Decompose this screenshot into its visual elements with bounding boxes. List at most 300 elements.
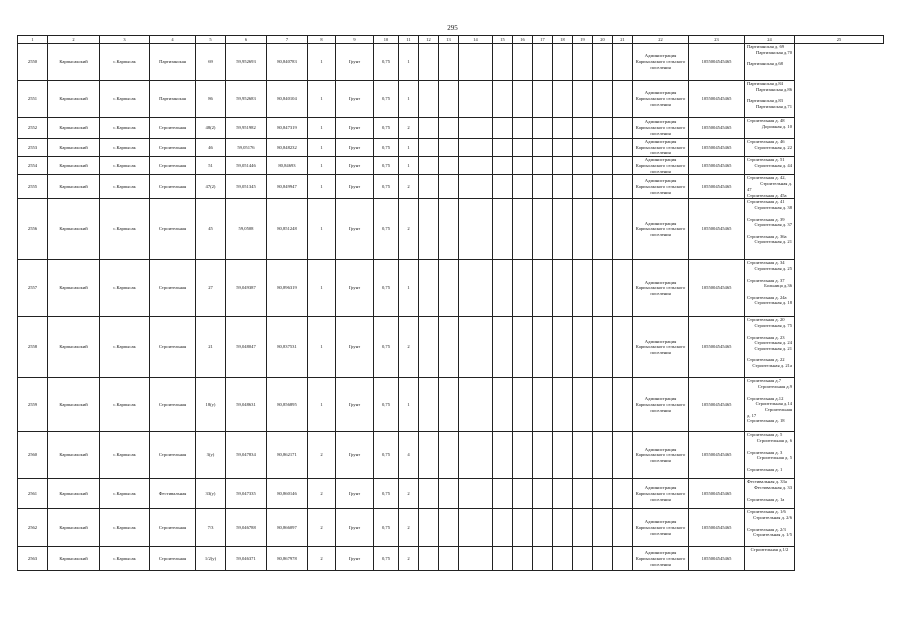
empty-cell [533,509,553,547]
empty-cell [533,118,553,139]
latitude-cell: 59,952683 [226,81,267,118]
empty-cell [573,547,593,571]
surface-cell: Грунт [336,317,374,378]
empty-cell [533,547,553,571]
address-line: Строительная д. 22 [747,357,785,363]
empty-cell [613,199,633,260]
addresses-cell [745,139,795,157]
row-number: 2563 [18,547,48,571]
administration-cell: Администрация Карпысакского сельского поселения [633,317,689,378]
row-number: 2553 [18,139,48,157]
empty-cell [459,509,493,547]
address-line: Строительная д.14 [755,401,792,407]
inn-cell: 1055004545465 [689,157,745,175]
table-row [18,199,884,260]
empty-cell [493,157,513,175]
table-row [18,81,884,118]
latitude-cell: 59,047834 [226,432,267,479]
address-line: д. 17 [747,412,757,418]
latitude-cell: 59,051345 [226,175,267,199]
quantity-cell: 2 [399,479,419,509]
column-header: 24 [745,36,795,44]
column-header: 3 [100,36,150,44]
longitude-cell: 80,837531 [267,317,308,378]
empty-cell [459,118,493,139]
count-cell: 1 [308,157,336,175]
address-line: Строительная д. 38 [754,205,792,211]
empty-cell [553,509,573,547]
district-cell: Карпысакский [48,432,100,479]
address-line: Строительная д. 21 [754,239,792,245]
empty-cell [593,432,613,479]
empty-cell [459,44,493,81]
row-number: 2552 [18,118,48,139]
administration-cell: Администрация Карпысакского сельского поселения [633,378,689,432]
inn-cell: 1055004545465 [689,432,745,479]
empty-cell [593,199,613,260]
count-cell: 1 [308,118,336,139]
column-header: 2 [48,36,100,44]
addresses-cell [745,260,795,317]
empty-cell [493,139,513,157]
row-number: 2557 [18,260,48,317]
empty-cell [533,157,553,175]
empty-cell [533,260,553,317]
village-cell: с.Карпысак [100,199,150,260]
administration-cell: Администрация Карпысакского сельского поселения [633,175,689,199]
table-row [18,44,884,81]
administration-cell: Администрация Карпысакского сельского поселения [633,432,689,479]
empty-cell [513,44,533,81]
address-line: Строительная д. 1/6 [747,509,786,515]
empty-cell [439,44,459,81]
column-header: 12 [419,36,439,44]
street-cell: Строительная [150,432,196,479]
empty-cell [613,81,633,118]
addresses-cell [745,118,795,139]
area-cell: 0,75 [374,175,399,199]
empty-cell [459,479,493,509]
empty-cell [459,260,493,317]
address-line: Строительная д. 18 [747,418,785,424]
house-cell: 3(у) [196,432,226,479]
district-cell: Карпысакский [48,118,100,139]
row-number: 2551 [18,81,48,118]
empty-cell [593,378,613,432]
district-cell: Карпысакский [48,260,100,317]
street-cell: Строительная [150,378,196,432]
empty-cell [513,81,533,118]
empty-cell [493,317,513,378]
village-cell: с.Карпысак [100,118,150,139]
latitude-cell: 59,05176 [226,139,267,157]
empty-cell [439,378,459,432]
house-cell: 27 [196,260,226,317]
empty-cell [613,432,633,479]
village-cell: с.Карпысак [100,157,150,175]
quantity-cell: 1 [399,81,419,118]
table-row [18,175,884,199]
empty-cell [613,260,633,317]
longitude-cell: 80,84693 [267,157,308,175]
longitude-cell: 80,862171 [267,432,308,479]
house-cell: 18(у) [196,378,226,432]
address-line: Строительная д. 5 [756,455,792,461]
empty-cell [419,44,439,81]
empty-cell [613,118,633,139]
row-number: 2559 [18,378,48,432]
empty-cell [613,509,633,547]
column-header: 4 [150,36,196,44]
village-cell: с.Карпысак [100,175,150,199]
empty-cell [513,139,533,157]
address-line: Больница д.36 [764,283,792,289]
address-line: Партизанская д.71 [756,103,792,109]
empty-cell [553,432,573,479]
address-line: Строительная д. 22 [754,144,792,150]
row-number: 2558 [18,317,48,378]
street-cell: Строительная [150,509,196,547]
street-cell: Фестивальная [150,479,196,509]
longitude-cell: 80,896319 [267,260,308,317]
empty-cell [439,139,459,157]
inn-cell: 1055004545465 [689,509,745,547]
address-line: Фестивальная д. 33 [754,485,792,491]
row-number: 2554 [18,157,48,175]
address-line: Партизанская д.70 [756,49,792,55]
row-number: 2550 [18,44,48,81]
inn-cell: 1055004545465 [689,199,745,260]
area-cell: 0,75 [374,81,399,118]
column-header: 5 [196,36,226,44]
count-cell: 1 [308,260,336,317]
row-number: 2555 [18,175,48,199]
table-body [18,44,884,571]
empty-cell [419,547,439,571]
inn-cell: 1055004545465 [689,139,745,157]
empty-cell [513,175,533,199]
addresses-cell [745,317,795,378]
surface-cell: Грунт [336,547,374,571]
count-cell: 1 [308,139,336,157]
longitude-cell: 80,867978 [267,547,308,571]
address-line: Строительная д. 24 [754,340,792,346]
column-header: 23 [689,36,745,44]
house-cell: 48(2) [196,118,226,139]
empty-cell [439,175,459,199]
empty-cell [613,175,633,199]
empty-cell [593,139,613,157]
area-cell: 0,75 [374,317,399,378]
house-cell: 21 [196,317,226,378]
address-line: Строительная д. 39 [747,216,785,222]
administration-cell: Администрация Карпысакского сельского поселения [633,44,689,81]
table-row [18,317,884,378]
longitude-cell: 80,860146 [267,479,308,509]
address-line: Строительная д. 37 [754,222,792,228]
district-cell: Карпысакский [48,157,100,175]
empty-cell [439,260,459,317]
empty-cell [553,157,573,175]
house-cell: 86 [196,81,226,118]
area-cell: 0,75 [374,44,399,81]
quantity-cell: 4 [399,432,419,479]
empty-cell [459,432,493,479]
street-cell: Строительная [150,547,196,571]
address-line: Строительная д. 24а [747,294,787,300]
street-cell: Строительная [150,317,196,378]
address-line: Строительная д. [760,181,792,187]
street-cell: Строительная [150,118,196,139]
address-line: Партизанская д.68 [747,61,783,67]
quantity-cell: 2 [399,118,419,139]
empty-cell [553,81,573,118]
row-number: 2556 [18,199,48,260]
empty-cell [593,44,613,81]
empty-cell [493,432,513,479]
empty-cell [419,378,439,432]
column-header: 22 [633,36,689,44]
empty-cell [459,378,493,432]
empty-cell [533,81,553,118]
empty-cell [593,317,613,378]
quantity-cell: 2 [399,317,419,378]
empty-cell [419,317,439,378]
empty-cell [459,175,493,199]
table-row [18,378,884,432]
inn-cell: 1055004545465 [689,479,745,509]
address-line: Строительная д. 41 [747,199,785,205]
surface-cell: Грунт [336,199,374,260]
count-cell: 2 [308,547,336,571]
district-cell: Карпысакский [48,378,100,432]
empty-cell [573,118,593,139]
empty-cell [613,317,633,378]
address-line: Строительная д. 75 [754,323,792,329]
column-header: 11 [399,36,419,44]
area-cell: 0,75 [374,157,399,175]
administration-cell: Администрация Карпысакского сельского поселения [633,157,689,175]
address-line: Строительная д.7 [747,378,782,384]
count-cell: 2 [308,432,336,479]
register-table [17,35,884,571]
address-line: Строительная д. 20 [747,317,785,323]
empty-cell [513,118,533,139]
address-line: Строительная д. 21а [752,363,792,369]
house-cell: 1/2(у) [196,547,226,571]
column-header: 14 [459,36,493,44]
inn-cell: 1055004545465 [689,118,745,139]
empty-cell [593,175,613,199]
latitude-cell: 59,951982 [226,118,267,139]
row-number: 2562 [18,509,48,547]
empty-cell [513,509,533,547]
longitude-cell: 80,847319 [267,118,308,139]
empty-cell [459,157,493,175]
empty-cell [573,199,593,260]
administration-cell: Администрация Карпысакского сельского поселения [633,509,689,547]
district-cell: Карпысакский [48,547,100,571]
empty-cell [533,432,553,479]
empty-cell [573,260,593,317]
address-line: Строительная д. 1 [747,466,783,472]
house-cell: 45 [196,199,226,260]
address-line: Партизанская д.86 [756,86,792,92]
district-cell: Карпысакский [48,175,100,199]
latitude-cell: 59,046371 [226,547,267,571]
row-number: 2561 [18,479,48,509]
empty-cell [493,44,513,81]
empty-cell [419,432,439,479]
empty-cell [513,479,533,509]
empty-cell [439,317,459,378]
area-cell: 0,75 [374,547,399,571]
inn-cell: 1055004545465 [689,81,745,118]
count-cell: 1 [308,44,336,81]
empty-cell [439,199,459,260]
empty-cell [439,81,459,118]
addresses-cell [745,509,795,547]
empty-cell [553,139,573,157]
address-line: Строительная д. 42, [747,175,786,181]
longitude-cell: 80,848232 [267,139,308,157]
address-line: Строительная д. 45а [747,192,787,198]
village-cell: с.Карпысак [100,81,150,118]
empty-cell [493,378,513,432]
addresses-cell [745,547,795,571]
house-cell: 33(у) [196,479,226,509]
empty-cell [513,157,533,175]
longitude-cell: 80,840104 [267,81,308,118]
house-cell: 7/3 [196,509,226,547]
village-cell: с.Карпысак [100,479,150,509]
address-line: Строительная д. 48 [747,118,785,123]
quantity-cell: 1 [399,260,419,317]
empty-cell [533,139,553,157]
empty-cell [419,509,439,547]
quantity-cell: 2 [399,509,419,547]
empty-cell [459,199,493,260]
village-cell: с.Карпысак [100,139,150,157]
header-row [18,36,884,44]
empty-cell [593,547,613,571]
district-cell: Карпысакский [48,44,100,81]
address-line: Строительная д. 36а [747,233,787,239]
area-cell: 0,75 [374,260,399,317]
inn-cell: 1055004545465 [689,44,745,81]
area-cell: 0,75 [374,139,399,157]
surface-cell: Грунт [336,157,374,175]
empty-cell [553,118,573,139]
empty-cell [493,509,513,547]
empty-cell [513,199,533,260]
empty-cell [419,175,439,199]
empty-cell [493,547,513,571]
administration-cell: Администрация Карпысакского сельского поселения [633,547,689,571]
table-row [18,547,884,571]
empty-cell [573,139,593,157]
empty-cell [493,118,513,139]
address-line: Строительная д. 51 [747,157,785,163]
district-cell: Карпысакский [48,509,100,547]
address-line: Строительная д.12 [747,395,784,401]
column-header: 10 [374,36,399,44]
longitude-cell: 80,856895 [267,378,308,432]
latitude-cell: 59,952693 [226,44,267,81]
empty-cell [419,81,439,118]
longitude-cell: 80,851248 [267,199,308,260]
empty-cell [439,157,459,175]
longitude-cell: 80,866097 [267,509,308,547]
addresses-cell [745,44,795,81]
count-cell: 1 [308,175,336,199]
quantity-cell: 1 [399,139,419,157]
empty-cell [533,44,553,81]
street-cell: Партизанская [150,44,196,81]
empty-cell [419,118,439,139]
house-cell: 69 [196,44,226,81]
empty-cell [573,157,593,175]
street-cell: Строительная [150,199,196,260]
surface-cell: Грунт [336,378,374,432]
address-line: Строительная д. 25 [754,266,792,272]
empty-cell [613,44,633,81]
address-line: Строительная д. 2/3 [747,526,786,532]
table-row [18,139,884,157]
area-cell: 0,75 [374,378,399,432]
row-number: 2560 [18,432,48,479]
column-header: 1 [18,36,48,44]
administration-cell: Администрация Карпысакского сельского поселения [633,81,689,118]
address-line: Строительная д. 18 [754,300,792,306]
empty-cell [573,175,593,199]
addresses-cell [745,432,795,479]
empty-cell [553,317,573,378]
latitude-cell: 59,048631 [226,378,267,432]
address-line: Строительная д.9 [757,384,792,390]
longitude-cell: 80,840783 [267,44,308,81]
empty-cell [613,547,633,571]
inn-cell: 1055004545465 [689,547,745,571]
area-cell: 0,75 [374,118,399,139]
column-header: 25 [795,36,884,44]
empty-cell [459,139,493,157]
empty-cell [439,509,459,547]
empty-cell [573,432,593,479]
area-cell: 0,75 [374,199,399,260]
empty-cell [459,81,493,118]
empty-cell [439,118,459,139]
address-line: Строительная д. 21 [754,346,792,352]
village-cell: с.Карпысак [100,547,150,571]
empty-cell [593,81,613,118]
address-line: Строительная д. 46 [747,139,785,144]
administration-cell: Администрация Карпысакского сельского поселения [633,479,689,509]
surface-cell: Грунт [336,260,374,317]
empty-cell [553,479,573,509]
street-cell: Строительная [150,139,196,157]
address-line: Строительная д.1/2 [750,547,789,553]
count-cell: 1 [308,81,336,118]
address-line: Строительная д. 5 [747,432,783,438]
addresses-cell [745,378,795,432]
surface-cell: Грунт [336,175,374,199]
village-cell: с.Карпысак [100,317,150,378]
empty-cell [593,479,613,509]
empty-cell [613,157,633,175]
column-header: 7 [267,36,308,44]
column-header: 20 [593,36,613,44]
